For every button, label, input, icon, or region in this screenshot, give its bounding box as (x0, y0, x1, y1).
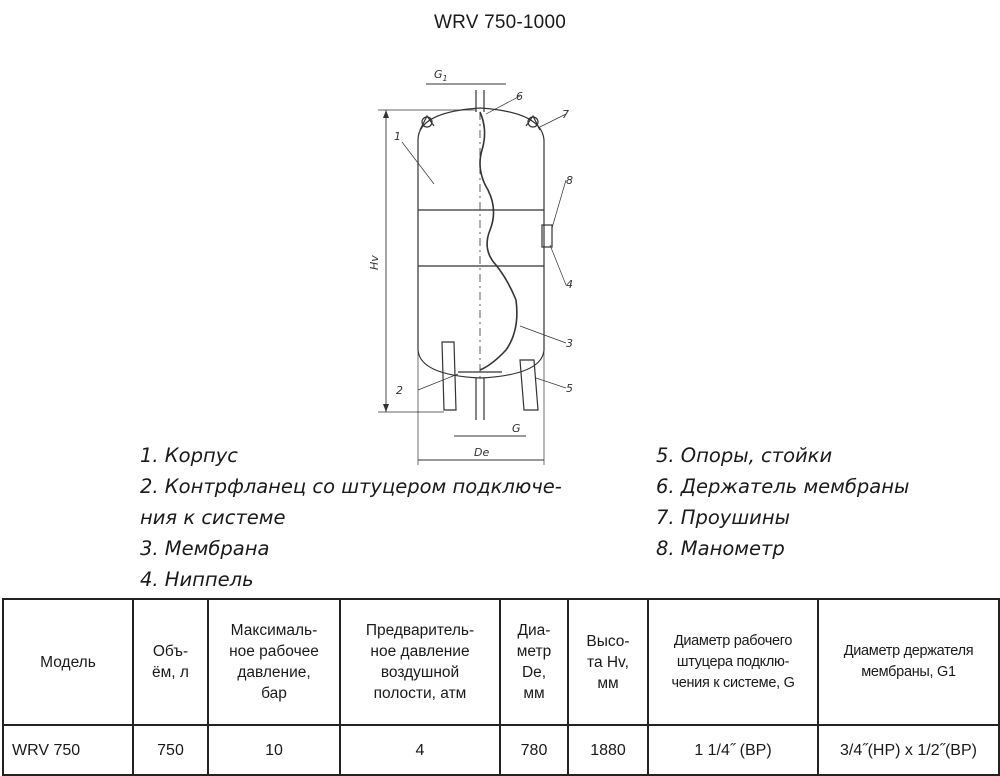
callout-4: 4 (566, 278, 573, 291)
spec-table (2, 598, 1000, 776)
header-cell: Максималь- ное рабочее давление, бар (208, 599, 340, 725)
cell-connection: 1 1/4˝ (ВР) (648, 725, 818, 775)
legend-item: ния к системе (140, 506, 286, 529)
tank-technical-drawing (330, 60, 610, 470)
dim-hv: Hv (368, 255, 381, 270)
header-cell: Диаметр держателя мембраны, G1 (818, 599, 999, 725)
callout-5: 5 (566, 382, 573, 395)
cell-preset-pressure: 4 (340, 725, 500, 775)
cell-holder: 3/4˝(НР) x 1/2˝(ВР) (818, 725, 999, 775)
legend-item: 8. Манометр (656, 537, 785, 560)
cell-height: 1880 (568, 725, 648, 775)
dim-g1: $G_1$ (434, 68, 448, 83)
tank-body-outline (418, 108, 544, 378)
header-cell: Объ- ём, л (133, 599, 208, 725)
header-cell: Высо- та Hv, мм (568, 599, 648, 725)
cell-max-pressure: 10 (208, 725, 340, 775)
legend-item: 2. Контрфланец со штуцером подключе- (140, 475, 562, 498)
header-cell: Диаметр рабочего штуцера подклю- чения к системе, G (648, 599, 818, 725)
callout-1: 1 (394, 130, 401, 143)
legend-item: 5. Опоры, стойки (656, 444, 833, 467)
legend-item: 1. Корпус (140, 444, 238, 467)
cell-model: WRV 750 (3, 725, 133, 775)
table-row (3, 725, 999, 775)
legend-left (140, 440, 562, 595)
header-cell: Модель (3, 599, 133, 725)
table-header-row (3, 599, 999, 725)
legend-item: 6. Держатель мембраны (656, 475, 910, 498)
leg-right (520, 360, 538, 410)
legend-item: 7. Проушины (656, 506, 790, 529)
page-title: WRV 750-1000 (434, 12, 566, 33)
callout-3: 3 (566, 337, 573, 350)
legend-item: 4. Ниппель (140, 568, 254, 591)
dim-de: De (474, 446, 490, 459)
legend-item: 3. Мембрана (140, 537, 270, 560)
callout-6: 6 (516, 90, 523, 103)
cell-volume: 750 (133, 725, 208, 775)
cell-diameter: 780 (500, 725, 568, 775)
header-cell: Предваритель- ное давление воздушной полости, атм (340, 599, 500, 725)
callout-2: 2 (396, 384, 403, 397)
callout-7: 7 (562, 108, 569, 121)
legend-right (656, 440, 909, 564)
membrane-line (480, 112, 517, 370)
callout-8: 8 (566, 174, 573, 187)
dim-g: G (512, 422, 521, 435)
header-cell: Диа- метр De, мм (500, 599, 568, 725)
